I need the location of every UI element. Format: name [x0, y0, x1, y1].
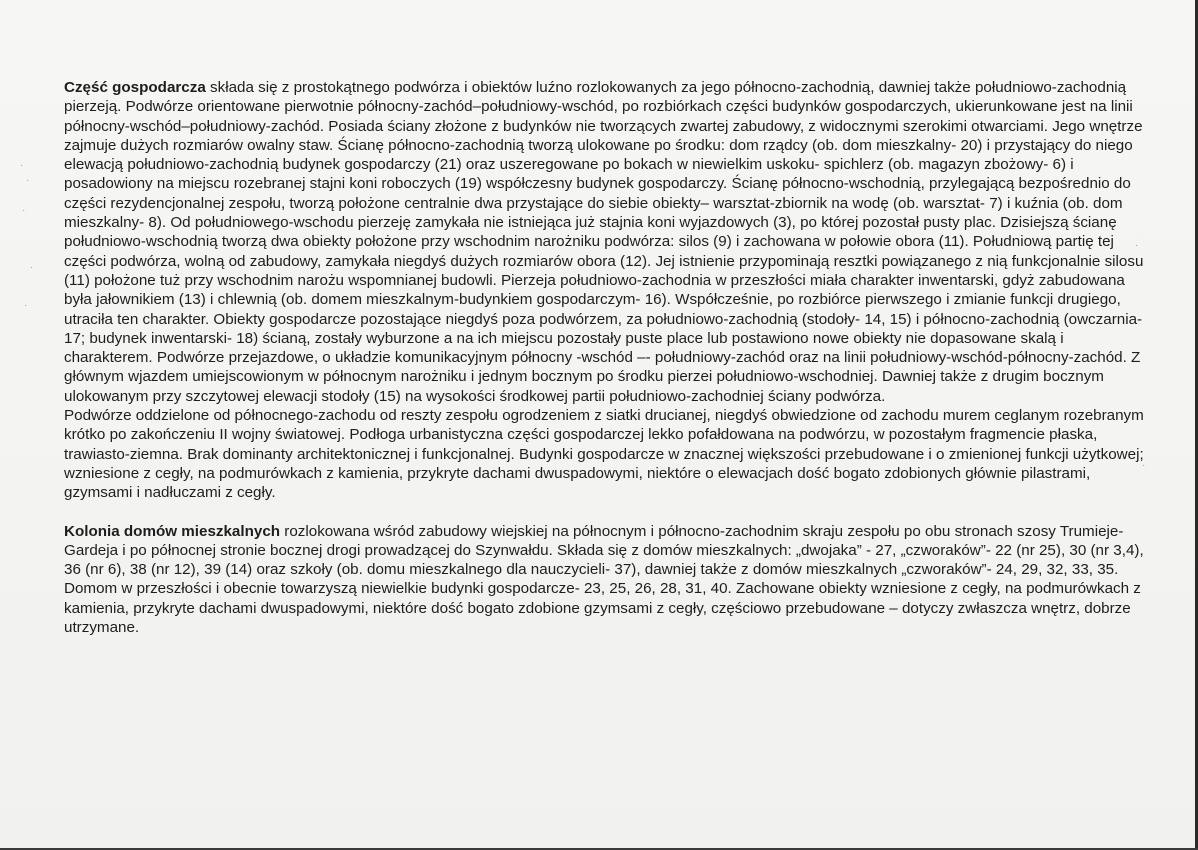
paragraph-housing-colony [64, 522, 1144, 638]
scanned-page: · · · · · · · Część gospodarcza składa się z prostokątnego podwórza i obiektów luźno rozlokowanych za jego północno-zachodnią, dawniej także południowo-zachodnią pierzeją. Podwórze orientowane pierwotnie północny-zachód–południowy-wschód, po rozbiórkach części budynków gospodarczych, ukierunkowane jest na linii północny-wschód–południowy-zachód. Posiada ściany złożone z budynków nie tworzących zwartej zabudowy, z widocznymi szerokimi otwarciami. Jego wnętrze zajmuje dużych rozmiarów owalny staw. Ścianę północno-zachodnią tworzą ulokowane po środku: dom rządcy (ob. dom mieszkalny- 20) i przystający do niego elewacją południowo-zachodnią budynek gospodarczy (21) oraz uszeregowane po bokach w niewielkim uskoku- spichlerz (ob. magazyn zbożowy- 6) i posadowiony na miejscu rozebranej stajni koni roboczych (19) współczesny budynek gospodarczy. Ścianę północno-wschodnią, przylegającą bezpośrednio do części rezydencjonalnej zespołu, tworzą położone centralnie dwa przystające do siebie obiekty– warsztat-zbiornik na wodę (ob. warsztat- 7) i kuźnia (ob. dom mieszkalny- 8). Od południowego-wschodu pierzeję zamykała nie istniejąca już stajnia koni wyjazdowych (3), po której pozostał pusty plac. Dzisiejszą ścianę południowo-wschodnią tworzą dwa obiekty położone przy wschodnim narożniku podwórza: silos (9) i zachowana w połowie obora (11). Południową partię tej części podwórza, wolną od zabudowy, zamykała niegdyś dużych rozmiarów obora (12). Jej istnienie przypominają resztki powiązanego z nią funkcjonalnie silosu (11) położone tuż przy wschodnim narożu wspomnianej budowli. Pierzeja południowo-zachodnia w przeszłości miała charakter inwentarski, gdyż zabudowana była jałownikiem (13) i chlewnią (ob. domem mieszkalnym-budynkiem gospodarczym- 16). Współcześnie, po rozbiórce pierwszego i zmianie funkcji drugiego, utraciła ten charakter. Obiekty gospodarcze pozostające niegdyś poza podwórzem, za południowo-zachodnią (stodoły- 14, 15) i północno-zachodnią (owczarnia- 17; budynek inwentarski- 18) ścianą, zostały wyburzone a na ich miejscu pozostały puste place lub postawiono nowe obiekty nie dopasowane skalą i charakterem. Podwórze przejazdowe, o układzie komunikacyjnym północny -wschód –- południowy-zachód oraz na linii południowy-wschód-północny-zachód. Z głównym wjazdem umiejscowionym w północnym narożniku i jednym bocznym po środku pierzei południowo-wschodniej. Dawniej także z drugim bocznym ulokowanym przy szczytowej elewacji stodoły (15) na wysokości środkowej partii południowo-zachodniej ściany podwórza. Podwórze oddzielone od północnego-zachodu od reszty zespołu ogrodzeniem z siatki drucianej, niegdyś obwiedzione od zachodu murem ceglanym rozebranym krótko po zakończeniu II wojny światowej. Podłoga urbanistyczna części gospodarczej lekko pofałdowana na podwórzu, w pozostałym fragmencie płaska, trawiasto-ziemna. Brak dominanty architektonicznej i funkcjonalnej. Budynki gospodarcze w znacznej większości przebudowane i o zmienionej funkcji użytkowej; wzniesione z cegły, na podmurówkach z kamienia, przykryte dachami dwuspadowymi, niektóre o elewacjach dość bogato zdobionych głównie pilastrami, gzymsami i nadłuczami z cegły. Kolonia domów mieszkalnych rozlokowana wśród zabudowy wiejskiej na północnym i północno-zachodnim skraju zespołu po obu stronach szosy Trumieje-Gardeja i po północnej stronie bocznej drogi prowadzącej do Szynwałdu. Składa się z domów mieszkalnych: „dwojaka” - 27, „czworaków”- 22 (nr 25), 30 (nr 3,4), 36 (nr 6), 38 (nr 12), 39 (14) oraz szkoły (ob. domu mieszkalnego dla nauczycieli- 37), dawniej także z domów mieszkalnych „czworaków”- 24, 29, 32, 33, 35. Domom w przeszłości i obecnie towarzyszą niewielkie budynki gospodarcze- 23, 25, 26, 28, 31, 40. Zachowane obiekty wzniesione z cegły, na podmurówkach z kamienia, przykryte dachami dwuspadowymi, niektóre dość bogato zdobione gzymsami z cegły, częściowo przebudowane – dotyczy zwłaszcza wnętrz, dobrze utrzymane. [0, 0, 1198, 850]
housing-colony-text: rozlokowana wśród zabudowy wiejskiej na północnym i północno-zachodnim skraju zespołu po obu stronach szosy Trumieje-Gardeja i po północnej stronie bocznej drogi prowadzącej do Szynwałdu. Składa się z domów mieszkalnych: „dwojaka” - 27, „czworaków”- 22 (nr 25), 30 (nr 3,4), 36 (nr 6), 38 (nr 12), 39 (14) oraz szkoły (ob. domu mieszkalnego dla nauczycieli- 37), dawniej także z domów mieszkalnych „czworaków”- 24, 29, 32, 33, 35. Domom w przeszłości i obecnie towarzyszą niewielkie budynki gospodarcze- 23, 25, 26, 28, 31, 40. Zachowane obiekty wzniesione z cegły, na podmurówkach z kamienia, przykryte dachami dwuspadowymi, niektóre dość bogato zdobione gzymsami z cegły, częściowo przebudowane – dotyczy zwłaszcza wnętrz, dobrze utrzymane. [64, 522, 1144, 637]
heading-housing-colony: Kolonia domów mieszkalnych [64, 522, 281, 540]
paragraph-farm-section [64, 78, 1144, 406]
heading-farm-section: Część gospodarcza [64, 79, 206, 96]
document-body [64, 78, 1144, 637]
paragraph-farmyard-details: Podwórze oddzielone od północnego-zachodu od reszty zespołu ogrodzeniem z siatki drucianej, niegdyś obwiedzione od zachodu murem ceglanym rozebranym krótko po zakończeniu II wojny światowej. Podłoga urbanistyczna części gospodarczej lekko pofałdowana na podwórzu, w pozostałym fragmencie płaska, trawiasto-ziemna. Brak dominanty architektonicznej i funkcjonalnej. Budynki gospodarcze w znacznej większości przebudowane i o zmienionej funkcji użytkowej; wzniesione z cegły, na podmurówkach z kamienia, przykryte dachami dwuspadowymi, niektóre o elewacjach dość bogato zdobionych głównie pilastrami, gzymsami i nadłuczami z cegły. [64, 407, 1144, 502]
farm-section-text: składa się z prostokątnego podwórza i obiektów luźno rozlokowanych za jego północno-zachodnią, dawniej także południowo-zachodnią pierzeją. Podwórze orientowane pierwotnie północny-zachód–południowy-wschód, po rozbiórkach części budynków gospodarczych, ukierunkowane jest na linii północny-wschód–południowy-zachód. Posiada ściany złożone z budynków nie tworzących zwartej zabudowy, z widocznymi szerokimi otwarciami. Jego wnętrze zajmuje dużych rozmiarów owalny staw. Ścianę północno-zachodnią tworzą ulokowane po środku: dom rządcy (ob. dom mieszkalny- 20) i przystający do niego elewacją południowo-zachodnią budynek gospodarczy (21) oraz uszeregowane po bokach w niewielkim uskoku- spichlerz (ob. magazyn zbożowy- 6) i posadowiony na miejscu rozebranej stajni koni roboczych (19) współczesny budynek gospodarczy. Ścianę północno-wschodnią, przylegającą bezpośrednio do części rezydencjonalnej zespołu, tworzą położone centralnie dwa przystające do siebie obiekty– warsztat-zbiornik na wodę (ob. warsztat- 7) i kuźnia (ob. dom mieszkalny- 8). Od południowego-wschodu pierzeję zamykała nie istniejąca już stajnia koni wyjazdowych (3), po której pozostał pusty plac. Dzisiejszą ścianę południowo-wschodnią tworzą dwa obiekty położone przy wschodnim narożniku podwórza: silos (9) i zachowana w połowie obora (11). Południową partię tej części podwórza, wolną od zabudowy, zamykała niegdyś dużych rozmiarów obora (12). Jej istnienie przypominają resztki powiązanego z nią funkcjonalnie silosu (11) położone tuż przy wschodnim narożu wspomnianej budowli. Pierzeja południowo-zachodnia w przeszłości miała charakter inwentarski, gdyż zabudowana była jałownikiem (13) i chlewnią (ob. domem mieszkalnym-budynkiem gospodarczym- 16). Współcześnie, po rozbiórce pierwszego i zmianie funkcji drugiego, utraciła ten charakter. Obiekty gospodarcze pozostające niegdyś poza podwórzem, za południowo-zachodnią (stodoły- 14, 15) i północno-zachodnią (owczarnia- 17; budynek inwentarski- 18) ścianą, zostały wyburzone a na ich miejscu pozostały puste place lub postawiono nowe obiekty nie dopasowane skalą i charakterem. Podwórze przejazdowe, o układzie komunikacyjnym północny -wschód –- południowy-zachód oraz na linii południowy-wschód-północny-zachód. Z głównym wjazdem umiejscowionym w północnym narożniku i jednym bocznym po środku pierzei południowo-wschodniej. Dawniej także z drugim bocznym ulokowanym przy szczytowej elewacji stodoły (15) na wysokości środkowej partii południowo-zachodniej ściany podwórza. [64, 79, 1144, 405]
